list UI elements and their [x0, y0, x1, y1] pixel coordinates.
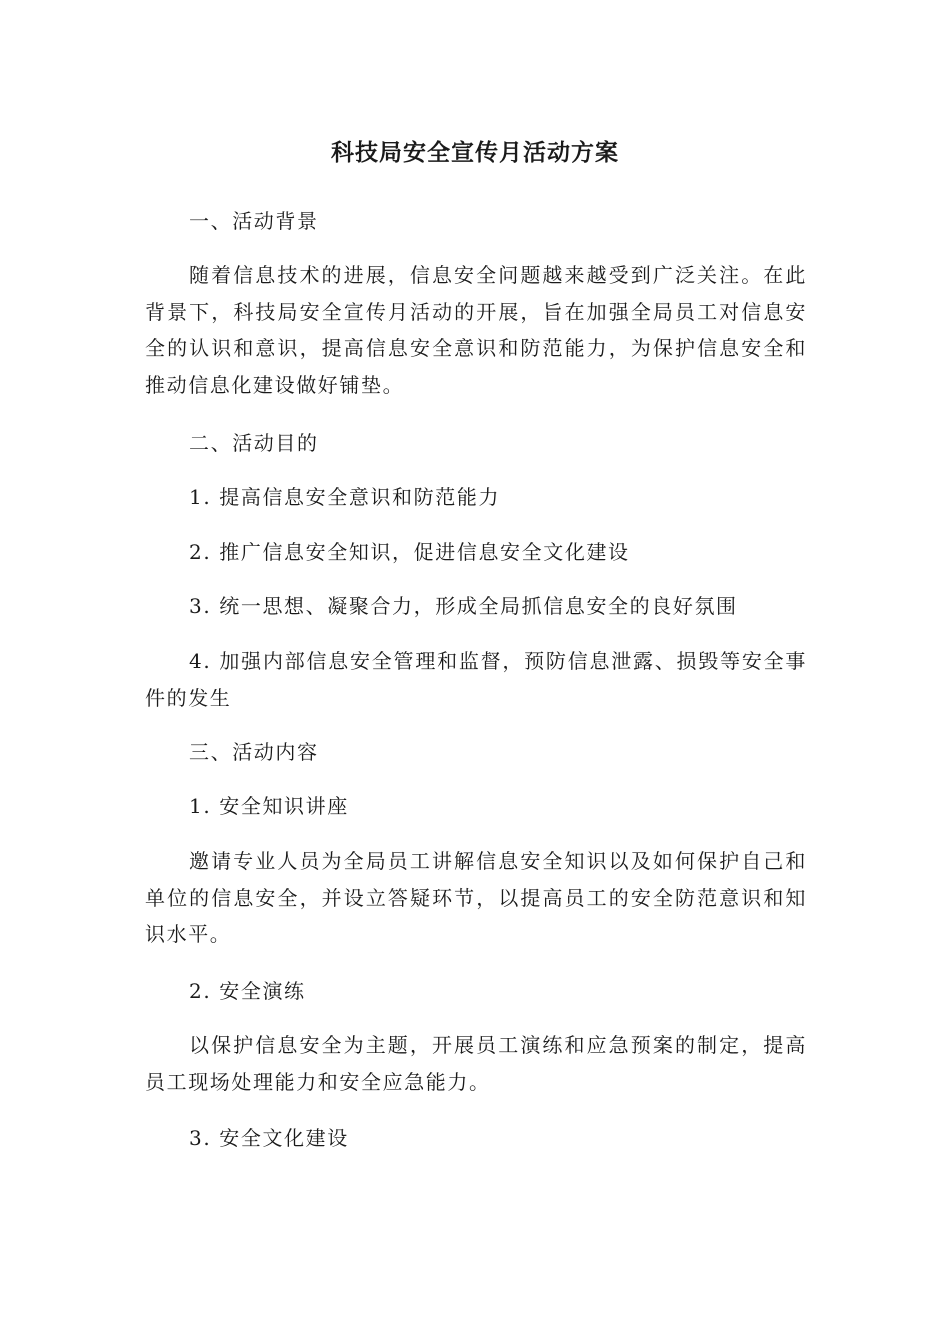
subheading-knowledge-lecture: 1. 安全知识讲座	[189, 794, 349, 818]
subheading-safety-culture: 3. 安全文化建设	[189, 1126, 349, 1150]
paragraph-safety-drill: 以保护信息安全为主题，开展员工演练和应急预案的制定，提高员工现场处理能力和安全应急能力。	[145, 1033, 807, 1094]
list-item-purpose-2: 2. 推广信息安全知识，促进信息安全文化建设	[189, 540, 630, 564]
section-heading-purpose: 二、活动目的	[189, 431, 319, 455]
subheading-safety-drill: 2. 安全演练	[189, 979, 306, 1003]
list-item-purpose-4: 4. 加强内部信息安全管理和监督，预防信息泄露、损毁等安全事件的发生	[145, 649, 807, 710]
paragraph-knowledge-lecture: 邀请专业人员为全局员工讲解信息安全知识以及如何保护自己和单位的信息安全，并设立答疑环节，以提高员工的安全防范意识和知识水平。	[145, 849, 807, 946]
document-title: 科技局安全宣传月活动方案	[331, 140, 619, 166]
list-item-purpose-3: 3. 统一思想、凝聚合力，形成全局抓信息安全的良好氛围	[189, 594, 738, 618]
section-heading-content: 三、活动内容	[189, 740, 319, 764]
list-item-purpose-1: 1. 提高信息安全意识和防范能力	[189, 485, 501, 509]
section-heading-background: 一、活动背景	[189, 209, 319, 233]
paragraph-background: 随着信息技术的进展，信息安全问题越来越受到广泛关注。在此背景下，科技局安全宣传月活动的开展，旨在加强全局员工对信息安全的认识和意识，提高信息安全意识和防范能力，为保护信息安全和推动信息化建设做好铺垫。	[145, 263, 807, 397]
